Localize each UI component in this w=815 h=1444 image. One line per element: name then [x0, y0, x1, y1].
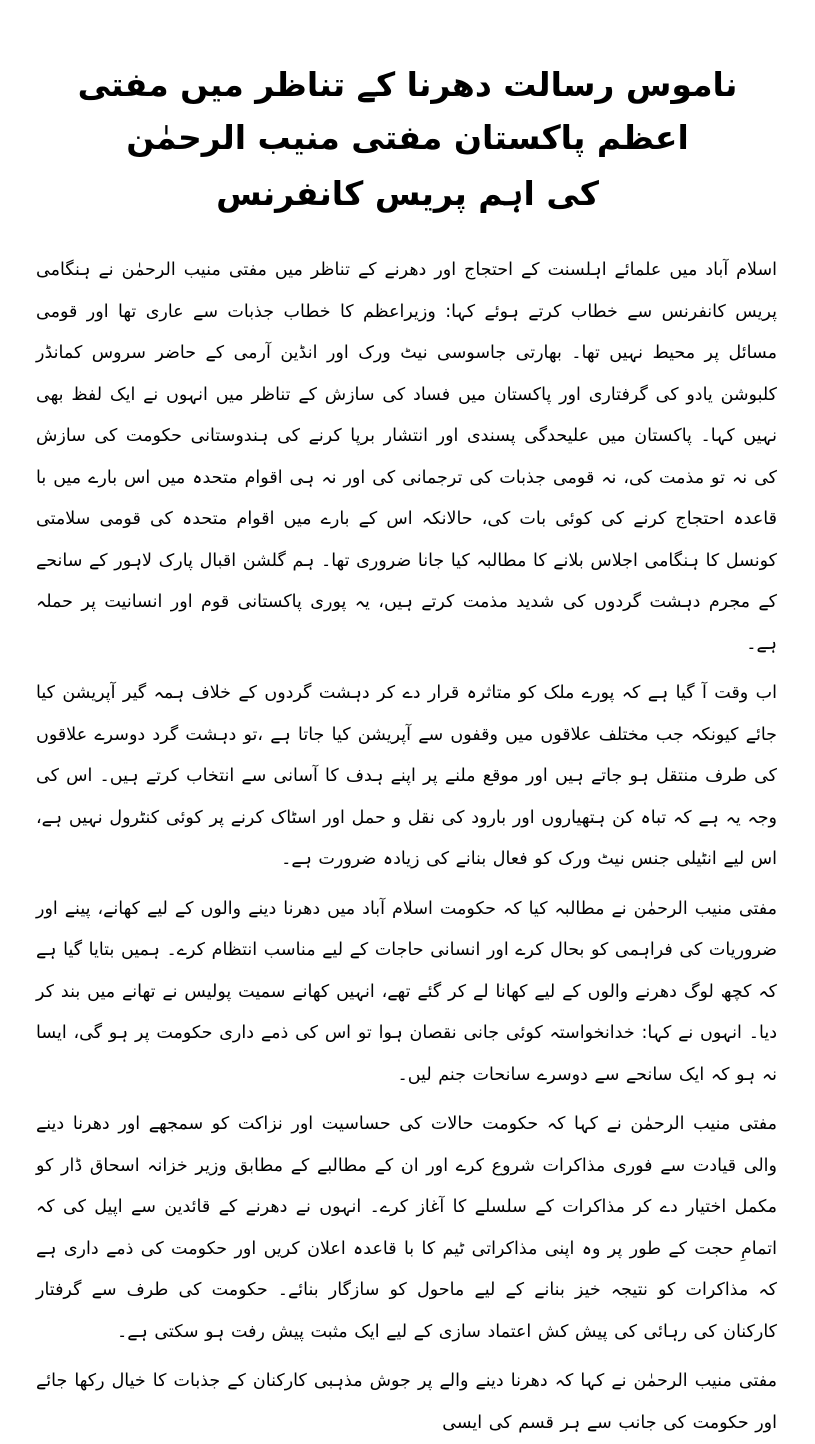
- page-title: [0, 0, 815, 220]
- body-paragraph-1: اسلام آباد میں علمائے اہلسنت کے احتجاج اور دھرنے کے تناظر میں مفتی منیب الرحمٰن نے ہنگامی پریس کانفرنس سے خطاب کرتے ہوئے کہا: وزیراعظم کا خطاب جذبات سے عاری تھا اور قومی مسائل پر محیط نہیں تھا۔ بھارتی جاسوسی نیٹ ورک اور انڈین آرمی کے حاضر سروس کمانڈر کلبوشن یادو کی گرفتاری اور پاکستان میں فساد کی سازش کے تناظر میں انہوں نے ایک لفظ بھی نہیں کہا۔ پاکستان میں علیحدگی پسندی اور انتشار برپا کرنے کی ہندوستانی حکومت کی سازش کی نہ تو مذمت کی، نہ قومی جذبات کی ترجمانی کی اور نہ ہی اقوام متحدہ میں اس بارے میں با قاعدہ احتجاج کرنے کی کوئی بات کی، حالانکہ اس کے بارے میں اقوام متحدہ کی قومی سلامتی کونسل کا ہنگامی اجلاس بلانے کا مطالبہ کیا جانا ضروری تھا۔ ہم گلشن اقبال پارک لاہور کے سانحے کے مجرم دہشت گردوں کی شدید مذمت کرتے ہیں، یہ پوری پاکستانی قوم اور انسانیت پر حملہ ہے۔: [36, 260, 777, 654]
- headline-line-2: کی اہم پریس کانفرنس: [216, 173, 599, 213]
- article-body: [0, 220, 815, 1444]
- body-paragraph-2: اب وقت آ گیا ہے کہ پورے ملک کو متاثرہ قرار دے کر دہشت گردوں کے خلاف ہمہ گیر آپریشن کیا جائے کیونکہ جب مختلف علاقوں میں وقفوں سے آپریشن کیا جاتا ہے ،تو دہشت گرد دوسرے علاقوں کی طرف منتقل ہو جاتے ہیں اور موقع ملنے پر اپنے ہدف کا آسانی سے انتخاب کرتے ہیں۔ اس کی وجہ یہ ہے کہ تباہ کن ہتھیاروں اور بارود کی نقل و حمل اور اسٹاک کرنے پر کوئی کنٹرول نہیں ہے، اس لیے انٹیلی جنس نیٹ ورک کو فعال بنانے کی زیادہ ضرورت ہے۔: [36, 683, 777, 870]
- body-paragraph-4: مفتی منیب الرحمٰن نے کہا کہ حکومت حالات کی حساسیت اور نزاکت کو سمجھے اور دھرنا دینے والی قیادت سے فوری مذاکرات شروع کرے اور ان کے مطالبے کے مطابق وزیر خزانہ اسحاق ڈار کو مکمل اختیار دے کر مذاکرات کے سلسلے کا آغاز کرے۔ انہوں نے دھرنے کے قائدین سے اپیل کی کہ اتمامِ حجت کے طور پر وہ اپنی مذاکراتی ٹیم کا با قاعدہ اعلان کریں اور حکومت کی ذمے داری ہے کہ مذاکرات کو نتیجہ خیز بنانے کے لیے ماحول کو سازگار بنائے۔ حکومت کی طرف سے گرفتار کارکنان کی رہائی کی پیش کش اعتماد سازی کے لیے ایک مثبت پیش رفت ہو سکتی ہے۔: [36, 1114, 777, 1342]
- headline-line-1: ناموس رسالت دھرنا کے تناظر میں مفتی اعظم پاکستان مفتی منیب الرحمٰن: [77, 65, 738, 158]
- body-paragraph-5: مفتی منیب الرحمٰن نے کہا کہ دھرنا دینے والے پر جوش مذہبی کارکنان کے جذبات کا خیال رکھا جائے اور حکومت کی جانب سے ہر قسم کی ایسی: [36, 1371, 777, 1433]
- body-paragraph-3: مفتی منیب الرحمٰن نے مطالبہ کیا کہ حکومت اسلام آباد میں دھرنا دینے والوں کے لیے کھانے، پینے اور ضروریات کی فراہمی کو بحال کرے اور انسانی حاجات کے لیے مناسب انتظام کرے۔ ہمیں بتایا گیا ہے کہ کچھ لوگ دھرنے والوں کے لیے کھانا لے کر گئے تھے، انہیں کھانے سمیت پولیس نے تھانے میں بند کر دیا۔ انہوں نے کہا: خدانخواستہ کوئی جانی نقصان ہوا تو اس کی ذمے داری حکومت پر ہو گی، ایسا نہ ہو کہ ایک سانحے سے دوسرے سانحات جنم لیں۔: [36, 898, 777, 1085]
